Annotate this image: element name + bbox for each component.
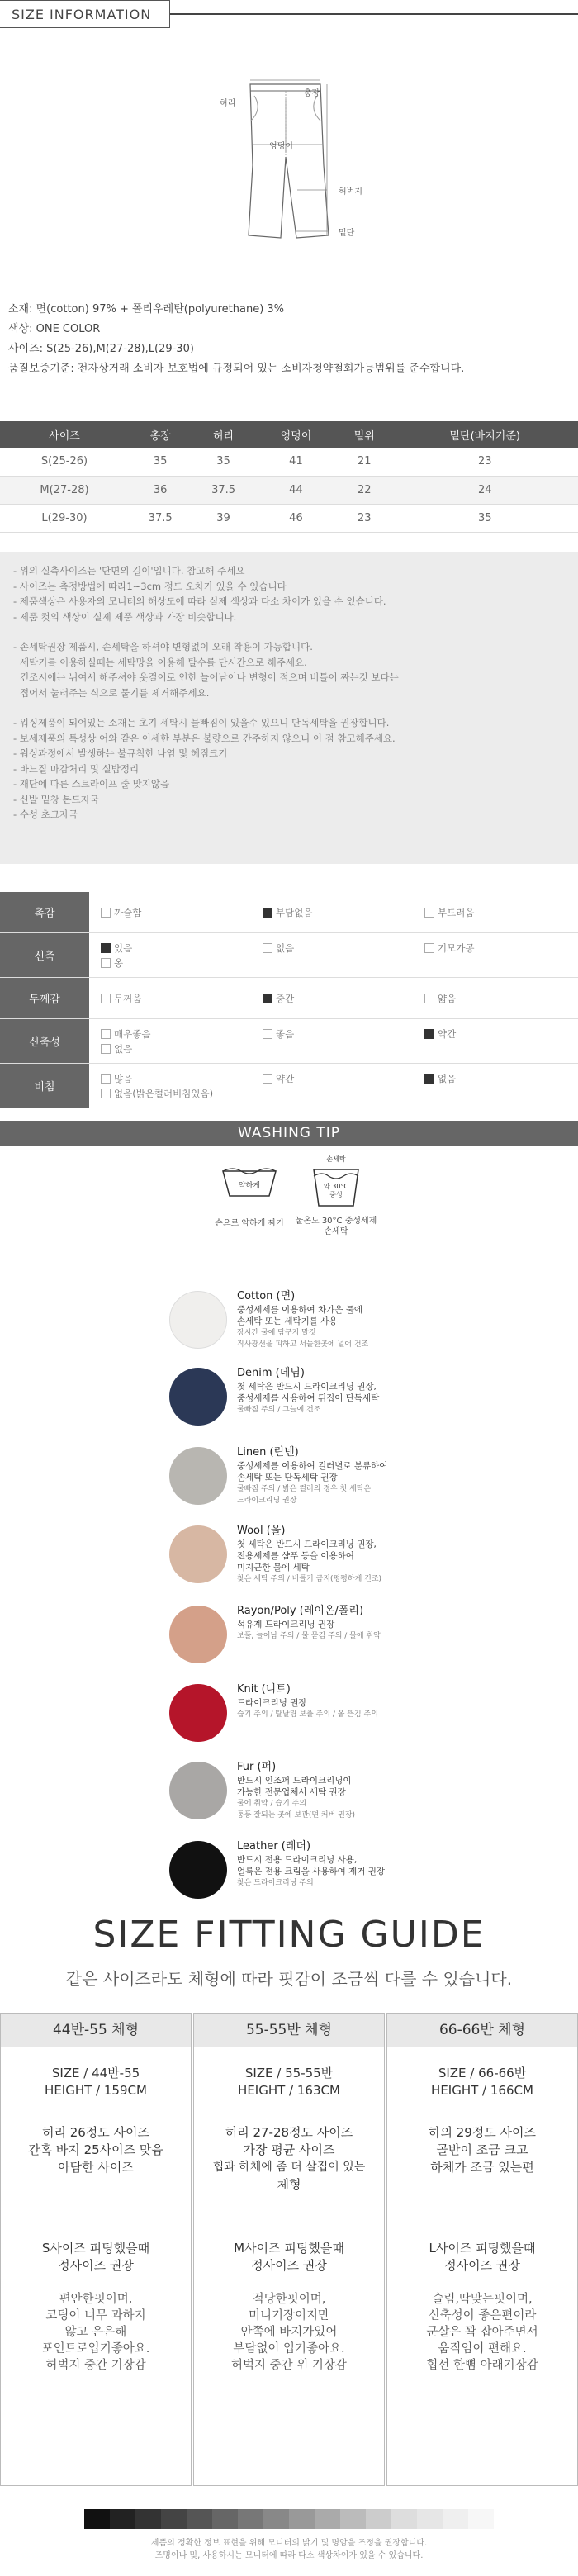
note-line: - 바느질 마감처리 및 실밥정리 [13, 762, 140, 775]
checkbox [101, 1074, 111, 1084]
fitting-guide-subtitle: 같은 사이즈라도 체형에 따라 핏감이 조금씩 다를 수 있습니다. [65, 1969, 513, 1989]
rec-line: 정사이즈 권장 [58, 2258, 134, 2273]
fabric-sub: 직사광선을 피하고 서늘한곳에 널어 건조 [237, 1340, 369, 1349]
fabric-text [237, 1762, 518, 1821]
fabric-name: Cotton (면) [237, 1290, 296, 1302]
table-cell: 44 [255, 476, 337, 504]
attr-name: 두께감 [0, 978, 89, 1018]
checkbox [101, 994, 111, 1003]
attr-name: 신축성 [0, 1019, 89, 1063]
note-line: - 보세제품의 특성상 어와 같은 이세한 부분은 불량으로 간주하지 않으니 이 점 참고해주세요. [13, 732, 396, 744]
desc-block [387, 2124, 577, 2194]
attr-name: 신축 [0, 933, 89, 977]
option-label: 까슬함 [114, 907, 142, 918]
fabric-sub: 장시간 물에 담구지 말것 [237, 1329, 316, 1337]
rec-line: L사이즈 피팅했을때 [429, 2241, 536, 2256]
water-temp-label: 물온도 30°C 중성세제 손세탁 [295, 1217, 377, 1236]
water-temp-top: 손세탁 [326, 1155, 346, 1163]
fabric-name: Linen (린넨) [237, 1446, 299, 1459]
fabric-swatch [169, 1291, 227, 1349]
fabric-line: 반드시 전용 드라이크리닝 사용, [237, 1855, 358, 1865]
checkbox [424, 1074, 434, 1084]
height-text: HEIGHT / 163CM [238, 2083, 340, 2098]
option-label: 없음 [114, 1043, 133, 1055]
fit-line: 신축성이 좋은편이라 [428, 2309, 537, 2322]
desc-line: 체형 [277, 2177, 301, 2192]
fit-line: 미니기장이지만 [248, 2309, 330, 2322]
note-line [13, 700, 565, 715]
fitting-column-large [386, 2013, 578, 2486]
fabric-attributes [0, 892, 578, 1108]
column-header: 44반-55 체형 [1, 2014, 191, 2047]
fabric-text [237, 1606, 518, 1642]
col-header: 총장 [129, 421, 192, 448]
notes-box [0, 552, 578, 864]
checkbox [263, 994, 272, 1003]
hand-wash-inner: 약하게 [238, 1182, 261, 1190]
attr-option [424, 992, 456, 1005]
note-line: - 위의 실측사이즈는 '단면의 길이'입니다. 참고해 주세요 [13, 565, 245, 576]
fabric-line: 석유계 드라이크리닝 권장 [237, 1620, 335, 1630]
note-line: - 워싱제품이 되어있는 소재는 초기 세탁시 물빠짐이 있을수 있으니 단독세탁을 권장합니다. [13, 717, 390, 728]
fitting-column-medium [193, 2013, 385, 2486]
checkbox [101, 958, 111, 968]
fabric-rayon [169, 1606, 516, 1668]
fabric-sub: 드라이크리닝 권장 [237, 1497, 297, 1505]
attr-name: 비침 [0, 1064, 89, 1108]
desc-block [1, 2124, 191, 2194]
option-label: 약간 [276, 1073, 295, 1084]
fabric-linen [169, 1447, 516, 1509]
size-block [1, 2065, 191, 2099]
fabric-text [237, 1291, 518, 1350]
col-header: 허리 [192, 421, 254, 448]
fabric-sub: 습기 주의 / 탈날림 보풀 주의 / 올 뜯김 주의 [237, 1710, 378, 1719]
fabric-text [237, 1684, 518, 1720]
fabric-line: 미지근한 물에 세탁 [237, 1563, 310, 1573]
attr-row-elasticity [0, 1019, 578, 1064]
col-header: 사이즈 [0, 421, 129, 448]
note-line: - 손세탁권장 제품시, 손세탁을 하셔야 변형없이 오래 착용이 가능합니다. [13, 641, 313, 652]
table-cell: 24 [391, 476, 578, 504]
size-text: SIZE / 44반-55 [51, 2066, 140, 2080]
table-cell: 23 [337, 504, 391, 532]
column-header: 66-66반 체형 [387, 2014, 577, 2047]
note-line [13, 624, 565, 639]
attr-option [263, 942, 294, 955]
attr-row-sheerness [0, 1064, 578, 1108]
checkbox [101, 1089, 111, 1098]
option-label: 많음 [114, 1073, 133, 1084]
fit-line: 안쪽에 바지가있어 [240, 2326, 338, 2339]
table-cell: 35 [129, 448, 192, 476]
rec-block [387, 2240, 577, 2275]
checkbox [101, 943, 111, 953]
water-temp-icon [307, 1155, 365, 1214]
table-cell: S(25-26) [0, 448, 129, 476]
note-line: - 제품색상은 사용자의 모니터의 해상도에 따라 실제 색상과 다소 차이가 있을 수 있습니다. [13, 595, 386, 607]
fabric-swatch [169, 1447, 227, 1505]
label-hem: 밑단 [339, 229, 355, 238]
attr-option [263, 906, 312, 919]
section-title: SIZE INFORMATION [12, 7, 152, 22]
col-header: 엉덩이 [255, 421, 337, 448]
fabric-line: 드라이크리닝 권장 [237, 1698, 307, 1708]
rec-block [194, 2240, 384, 2275]
hand-wash-icon [216, 1163, 282, 1212]
pants-diagram [165, 66, 413, 256]
fit-line: 부담없이 입기좋아요. [233, 2342, 345, 2355]
fabric-swatch [169, 1525, 227, 1583]
checkbox [424, 943, 434, 953]
fit-line: 슬림,딱맞는핏이며, [432, 2293, 533, 2306]
attr-row-thickness [0, 978, 578, 1019]
fit-block [194, 2291, 384, 2374]
checkbox [424, 1029, 434, 1039]
option-label: 기모가공 [438, 942, 475, 954]
fabric-swatch [169, 1841, 227, 1899]
attr-option [263, 992, 294, 1005]
option-label: 부담없음 [276, 907, 313, 918]
attr-option [424, 1072, 456, 1085]
desc-block [194, 2124, 384, 2194]
option-label: 좋음 [276, 1028, 295, 1040]
fabric-wool [169, 1525, 516, 1592]
rec-line: M사이즈 피팅했을때 [234, 2241, 344, 2256]
rec-block [1, 2240, 191, 2275]
attr-option [101, 942, 132, 955]
fabric-name: Leather (레더) [237, 1840, 311, 1853]
label-hip: 엉덩이 [269, 142, 293, 151]
attr-option [263, 1027, 294, 1041]
fit-line: 적당한핏이며, [252, 2293, 326, 2306]
desc-line: 하체가 조금 있는편 [430, 2160, 534, 2175]
attr-option [424, 1027, 456, 1041]
attr-row-touch [0, 892, 578, 933]
column-header: 55-55반 체형 [194, 2014, 384, 2047]
desc-line: 하의 29정도 사이즈 [428, 2125, 537, 2140]
fit-line: 않고 은은해 [64, 2326, 127, 2339]
fabric-sub: 보풀, 늘어남 주의 / 물 묻김 주의 / 물에 취약 [237, 1632, 381, 1640]
option-label: 중간 [276, 993, 295, 1004]
fabric-text [237, 1525, 518, 1585]
rec-line: 정사이즈 권장 [251, 2258, 327, 2273]
fabric-text [237, 1841, 518, 1889]
fabric-sub: 물빠짐 주의 / 밝은 컬러의 경우 첫 세탁은 [237, 1485, 372, 1493]
table-cell: 36 [129, 476, 192, 504]
fabric-line: 중성세제를 이용하여 차가운 물에 [237, 1305, 363, 1315]
fit-line: 움직임이 편해요. [438, 2342, 527, 2355]
fabric-line: 가능한 전문업체서 세탁 권장 [237, 1787, 346, 1797]
grayscale-swatches [84, 2509, 494, 2529]
table-cell: M(27-28) [0, 476, 129, 504]
attr-option [101, 956, 123, 970]
table-cell: 35 [192, 448, 254, 476]
attr-option [424, 942, 474, 955]
fitting-column-small [0, 2013, 192, 2486]
size-text: SIZE / 55-55반 [244, 2066, 334, 2080]
fabric-sub: 물빠짐 주의 / 그늘에 건조 [237, 1406, 321, 1414]
desc-line: 아담한 사이즈 [58, 2160, 134, 2175]
fabric-sub: 찾은 드라이크리닝 주의 [237, 1879, 314, 1887]
fabric-line: 중성세제를 이용하여 컬러별로 분류하여 [237, 1461, 388, 1471]
section-tag [0, 0, 170, 28]
washing-tip-title: WASHING TIP [0, 1121, 578, 1146]
size-block [194, 2065, 384, 2099]
fabric-name: Denim (데님) [237, 1367, 305, 1379]
attr-option [101, 1072, 132, 1085]
option-label: 매우좋음 [114, 1028, 151, 1040]
fabric-line: 반드시 인조퍼 드라이크리닝이 [237, 1776, 352, 1786]
height-text: HEIGHT / 166CM [431, 2083, 533, 2098]
fit-line: 군살은 꽉 잡아주면서 [426, 2326, 538, 2339]
option-label: 얇음 [438, 993, 457, 1004]
fabric-swatch [169, 1684, 227, 1742]
fabric-leather [169, 1841, 516, 1903]
attr-row-lining [0, 933, 578, 978]
label-waist: 허리 [220, 99, 236, 108]
fit-line: 코팅이 너무 과하지 [45, 2309, 146, 2322]
option-label: 없음 [438, 1073, 457, 1084]
checkbox [101, 908, 111, 918]
attr-option [101, 1027, 150, 1041]
fabric-line: 얼룩은 전용 크림을 사용하여 제거 권장 [237, 1867, 385, 1876]
checkbox [101, 1029, 111, 1039]
table-cell: 37.5 [129, 504, 192, 532]
table-cell: 46 [255, 504, 337, 532]
fabric-swatch [169, 1368, 227, 1426]
fabric-name: Fur (퍼) [237, 1761, 277, 1773]
label-length: 총장 [304, 89, 320, 98]
attr-option [101, 1042, 132, 1056]
fabric-knit [169, 1684, 516, 1746]
fabric-line: 전용세제를 샴푸 등을 이용하여 [237, 1551, 354, 1561]
fitting-guide-title: SIZE FITTING GUIDE [92, 1914, 486, 1956]
fabric-text [237, 1447, 518, 1506]
pants-drawing [165, 66, 413, 256]
table-cell: 21 [337, 448, 391, 476]
fabric-line: 손세탁 또는 단독세탁 권장 [237, 1473, 338, 1483]
fabric-line: 첫 세탁은 반드시 드라이크리닝 권장, [237, 1539, 377, 1549]
table-cell: 39 [192, 504, 254, 532]
attr-option [101, 906, 141, 919]
fit-line: 허벅지 중간 기장감 [45, 2359, 146, 2372]
size-text: SIZE / 66-66반 [438, 2066, 527, 2080]
note-line: 접어서 눌러주는 식으로 물기를 제거해주세요. [20, 686, 210, 699]
table-row [0, 504, 578, 532]
fabric-cotton [169, 1291, 516, 1353]
label-thigh: 허벅지 [339, 187, 362, 197]
fit-line: 편안한핏이며, [59, 2293, 133, 2306]
height-text: HEIGHT / 159CM [45, 2083, 147, 2098]
table-cell: 35 [391, 504, 578, 532]
fabric-denim [169, 1368, 516, 1430]
fabric-swatch [169, 1762, 227, 1819]
desc-line: 허리 26정도 사이즈 [41, 2125, 150, 2140]
rec-line: 정사이즈 권장 [444, 2258, 520, 2273]
material-text: 소재: 면(cotton) 97% + 폴리우레탄(polyurethane) 3% [8, 303, 285, 315]
fabric-swatch [169, 1606, 227, 1663]
attr-option [101, 1087, 213, 1100]
warranty-text: 품질보증기준: 전자상거래 소비자 보호법에 규정되어 있는 소비자청약철회가능범위를 준수합니다. [8, 363, 465, 375]
footer-line: 조명이나 및, 사용하시는 모니터에 따라 다소 색상차이가 있을 수 있습니다. [154, 2551, 424, 2560]
grayscale-calibration-strip [84, 2509, 494, 2529]
desc-line: 힙과 하체에 좀 더 살집이 있는 [212, 2161, 366, 2174]
checkbox [263, 908, 272, 918]
note-line: - 제품 컷의 색상이 실제 제품 색상과 가장 비슷합니다. [13, 610, 237, 623]
note-line: 건조시에는 뉘여서 해주셔야 옷걸이로 인한 늘어남이나 변형이 적으며 비틀어 짜는것 보다는 [20, 671, 399, 683]
col-header: 밑위 [337, 421, 391, 448]
option-label: 옹 [114, 957, 124, 969]
size-table [0, 421, 578, 533]
option-label: 두꺼움 [114, 993, 142, 1004]
hand-wash-label: 손으로 약하게 짜기 [215, 1219, 284, 1228]
note-line: - 수성 초크자국 [13, 809, 78, 820]
desc-line: 허리 27-28정도 사이즈 [225, 2125, 353, 2140]
col-header: 밑단(바지기준) [391, 421, 578, 448]
attr-name: 촉감 [0, 892, 89, 932]
attr-option [101, 992, 141, 1005]
header-rule [170, 13, 578, 15]
desc-line: 간혹 바지 25사이즈 맞음 [28, 2142, 163, 2157]
fit-line: 포인트로입기좋아요. [41, 2342, 150, 2355]
fit-block [387, 2291, 577, 2374]
option-label: 없음(밝은컬러비침있음) [114, 1088, 214, 1099]
product-info [8, 300, 570, 379]
table-cell: L(29-30) [0, 504, 129, 532]
size-block [387, 2065, 577, 2099]
fit-block [1, 2291, 191, 2374]
note-line: - 재단에 따른 스트라이프 줄 맞지않음 [13, 778, 170, 790]
fabric-fur [169, 1762, 516, 1824]
note-line: - 사이즈는 측정방법에 따라1~3cm 정도 오차가 있을 수 있습니다 [13, 580, 287, 592]
table-row [0, 448, 578, 476]
option-label: 없음 [276, 942, 295, 954]
fabric-name: Rayon/Poly (레이온/폴리) [237, 1605, 364, 1617]
desc-line: 가장 평균 사이즈 [243, 2142, 335, 2157]
footer-note [0, 2537, 578, 2562]
fabric-sub: 찾은 세탁 주의 / 비틀기 금지(평평하게 건조) [237, 1575, 382, 1583]
fit-line: 힙선 한뼘 아래기장감 [426, 2359, 538, 2372]
option-label: 약간 [438, 1028, 457, 1040]
note-line: - 신발 밑창 본드자국 [13, 793, 99, 805]
fabric-name: Knit (니트) [237, 1683, 291, 1696]
footer-line: 제품의 정확한 정보 표현을 위해 모니터의 밝기 및 명암을 조정을 권장합니다. [150, 2539, 428, 2548]
checkbox [263, 1029, 272, 1039]
fabric-line: 손세탁 또는 세탁기를 사용 [237, 1316, 338, 1326]
fabric-sub: 물에 취약 / 습기 주의 [237, 1800, 307, 1808]
fabric-line: 첫 세탁은 반드시 드라이크리닝 권장, [237, 1382, 377, 1392]
section-header [0, 0, 578, 28]
fabric-name: Wool (울) [237, 1525, 286, 1537]
note-line: 세탁기를 이용하실때는 세탁망을 이용해 탈수를 단시간으로 해주세요. [20, 656, 307, 668]
option-label: 있음 [114, 942, 133, 954]
option-label: 부드러움 [438, 907, 475, 918]
table-cell: 23 [391, 448, 578, 476]
checkbox [101, 1044, 111, 1054]
water-temp-inner: 약 30°C 중성 [323, 1183, 349, 1198]
table-cell: 41 [255, 448, 337, 476]
fit-line: 허벅지 중간 위 기장감 [231, 2359, 347, 2372]
attr-option [263, 1072, 294, 1085]
attr-option [424, 906, 474, 919]
table-row [0, 476, 578, 504]
rec-line: S사이즈 피팅했을때 [41, 2241, 150, 2256]
checkbox [263, 1074, 272, 1084]
fabric-sub: 통풍 잘되는 곳에 보관(면 커버 권장) [237, 1811, 356, 1819]
fabric-text [237, 1368, 518, 1416]
desc-line: 골반이 조금 크고 [436, 2142, 528, 2157]
color-text: 색상: ONE COLOR [8, 323, 101, 335]
note-line: - 워싱과정에서 발생하는 불규칙한 나염 및 헤짐크기 [13, 747, 228, 759]
table-cell: 22 [337, 476, 391, 504]
checkbox [424, 994, 434, 1003]
sizes-text: 사이즈: S(25-26),M(27-28),L(29-30) [8, 343, 194, 355]
checkbox [424, 908, 434, 918]
checkbox [263, 943, 272, 953]
fabric-line: 중성세제를 사용하여 뒤집어 단독세탁 [237, 1393, 380, 1403]
size-table-header [0, 421, 578, 448]
table-cell: 37.5 [192, 476, 254, 504]
